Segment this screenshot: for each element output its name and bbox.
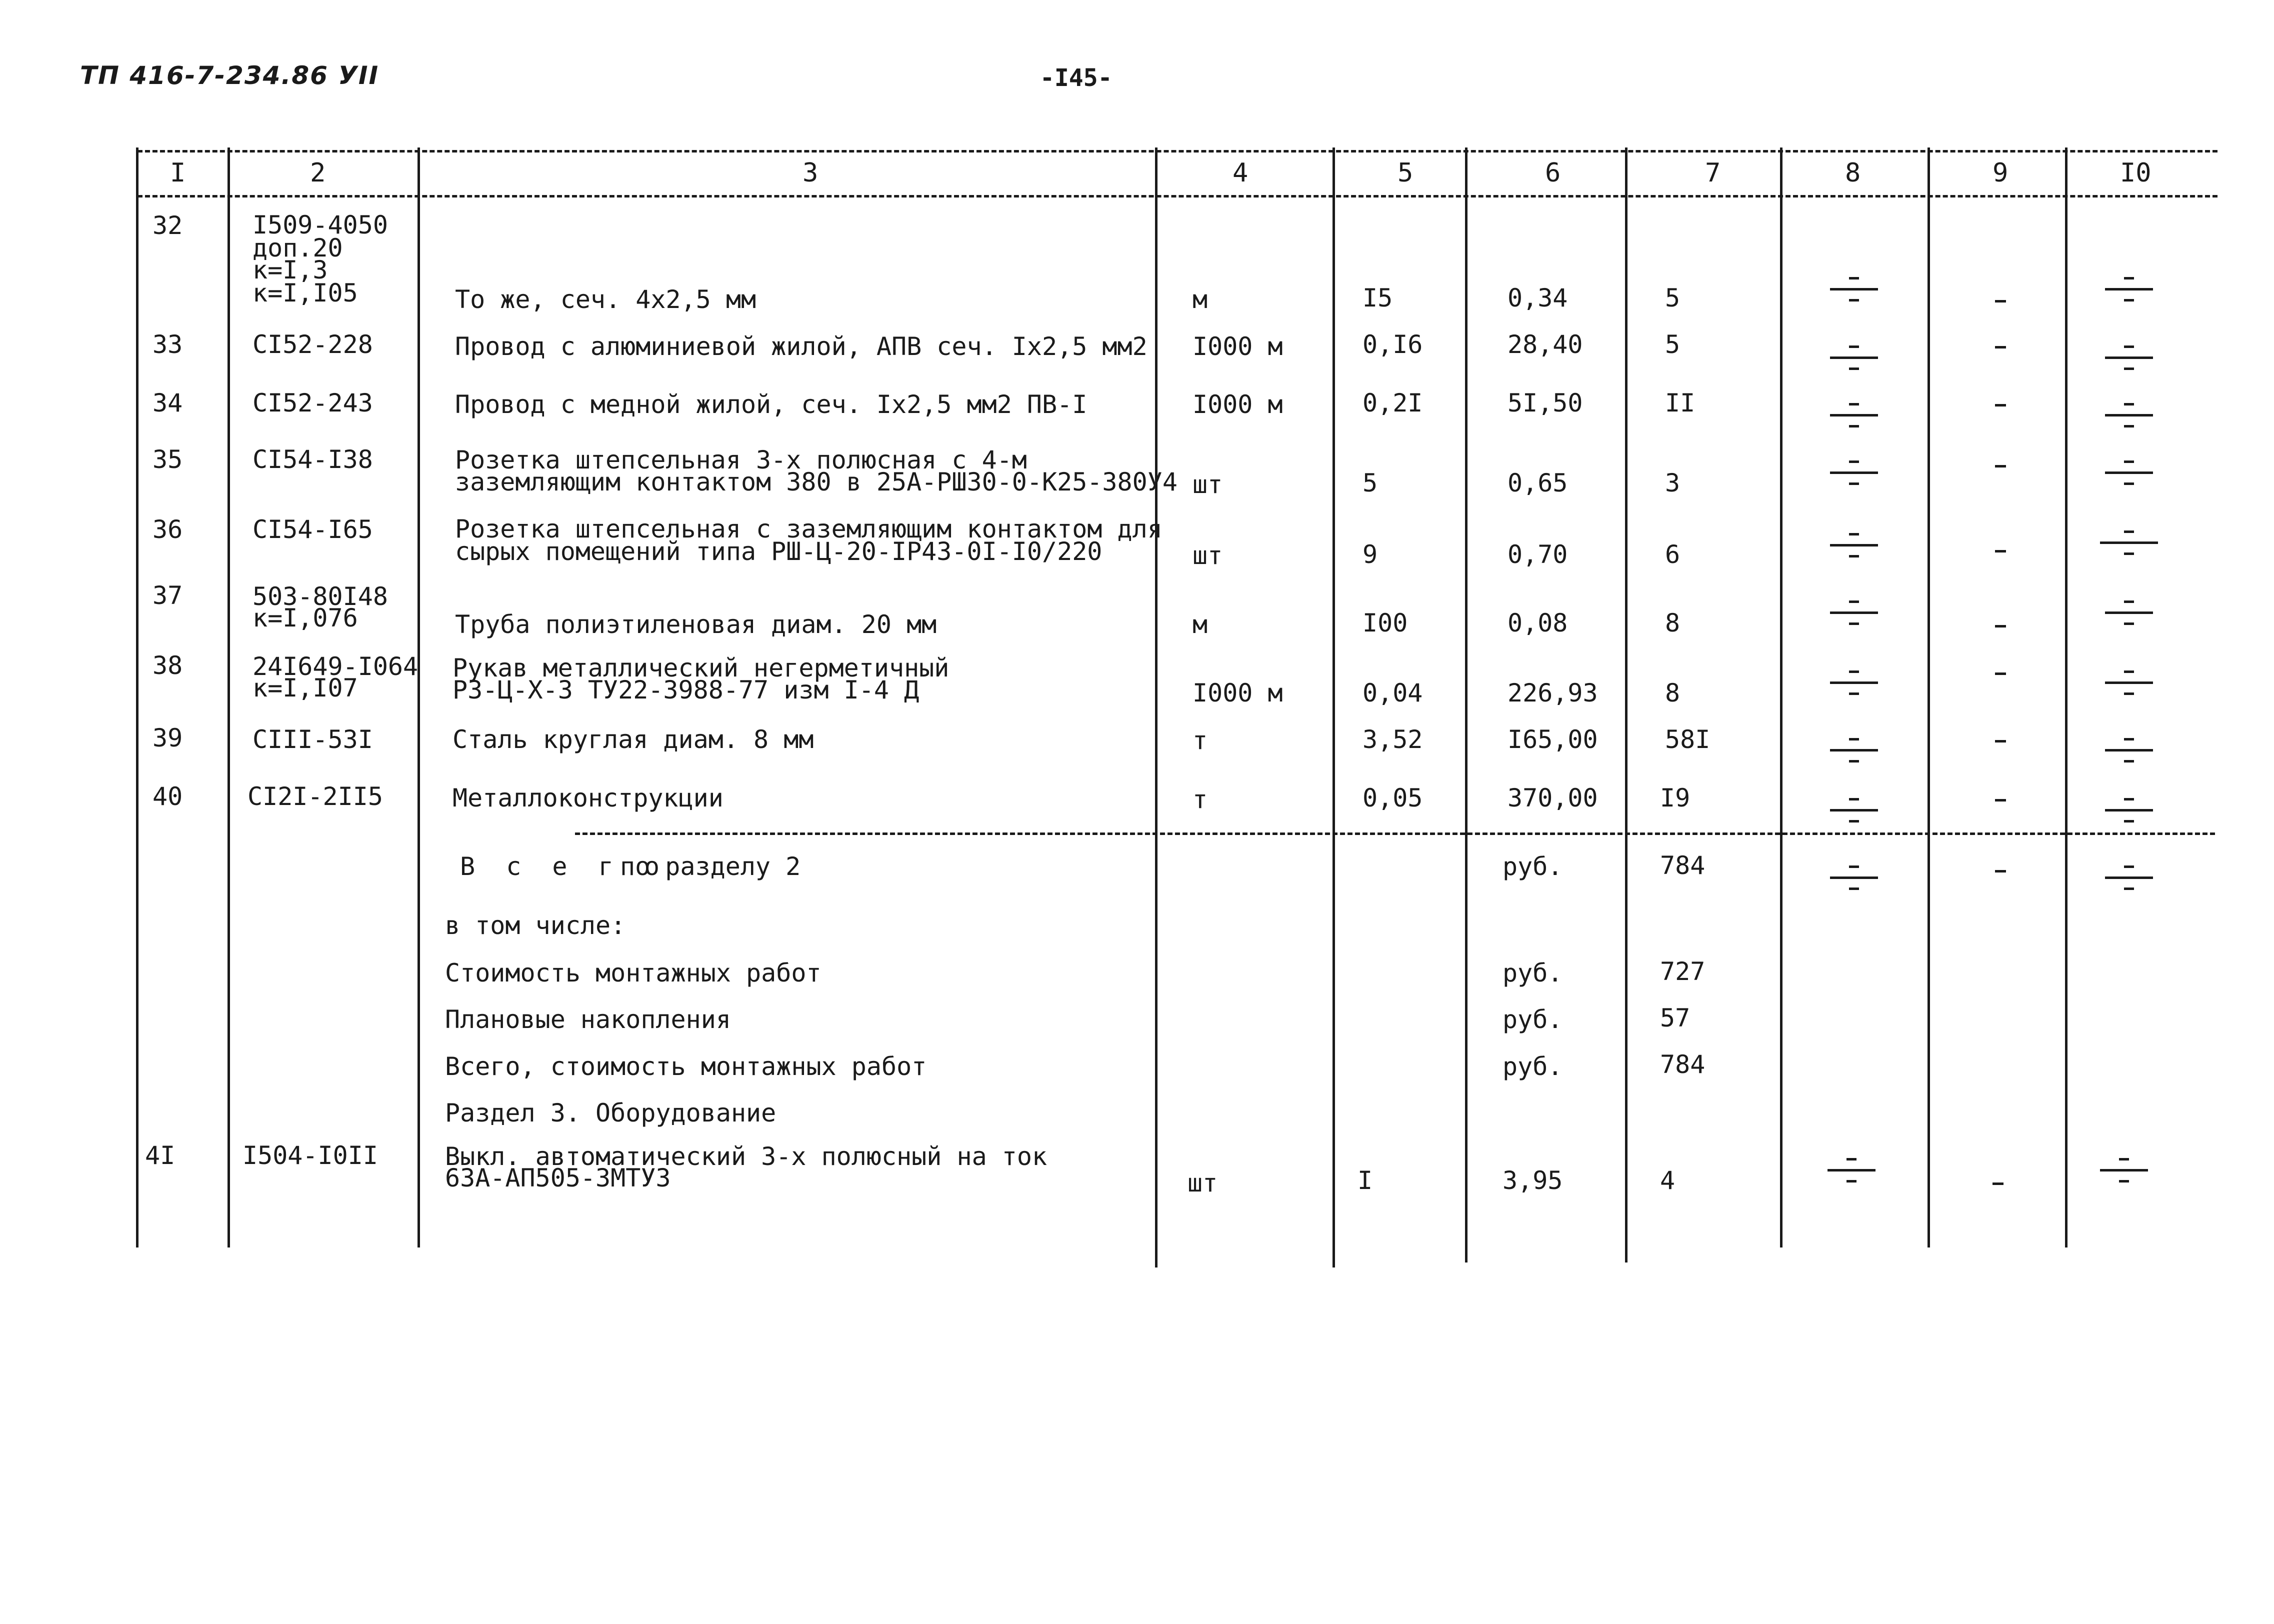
division-sign-icon	[2105, 668, 2153, 698]
unit-price: 3,95	[1502, 1166, 1563, 1195]
column-header: 3	[802, 158, 818, 188]
item-description: Провод с медной жилой, сеч. Iх2,5 мм2 ПВ-I	[455, 390, 1088, 419]
unit-price: 28,40	[1508, 330, 1583, 359]
unit-price: 0,08	[1508, 608, 1568, 638]
division-sign-icon	[2105, 528, 2153, 558]
item-description: Розетка штепсельная с заземляющим контактом для	[455, 514, 1162, 544]
total-cost: 8	[1665, 608, 1680, 638]
unit-price: 226,93	[1508, 678, 1598, 708]
row-number: 37	[152, 581, 183, 610]
price-code: к=I,076	[252, 604, 358, 632]
quantity: I00	[1362, 608, 1408, 638]
unit: шт	[1188, 1168, 1218, 1198]
total-cost: 3	[1665, 468, 1680, 498]
item-description: Выкл. автоматический 3-х полюсный на ток	[445, 1142, 1048, 1171]
unit: м	[1192, 285, 1208, 314]
dash-icon	[1995, 740, 2006, 742]
row-number: 32	[152, 211, 183, 240]
item-description: 63А-АП505-3МТУ3	[445, 1164, 671, 1192]
breakdown-unit: руб.	[1502, 1005, 1563, 1034]
quantity: 9	[1362, 540, 1378, 569]
total-cost: 8	[1665, 678, 1680, 708]
total-label-rest: по разделу 2	[620, 852, 801, 881]
item-description: То же, сеч. 4х2,5 мм	[455, 285, 756, 314]
division-sign-icon	[1830, 668, 1878, 698]
unit: шт	[1192, 470, 1223, 499]
including-label: в том числе:	[445, 911, 626, 940]
dash-icon	[1995, 550, 2006, 552]
division-sign-icon	[2105, 862, 2153, 892]
total-cost: 5	[1665, 330, 1680, 359]
column-header: 6	[1545, 158, 1561, 188]
row-number: 36	[152, 515, 183, 544]
division-sign-icon	[1830, 400, 1878, 430]
division-sign-icon	[1830, 458, 1878, 488]
division-sign-icon	[1830, 862, 1878, 892]
dash-icon	[1995, 672, 2006, 675]
unit: I000 м	[1192, 678, 1283, 708]
quantity: I5	[1362, 284, 1393, 312]
price-code: CI52-228	[252, 330, 373, 359]
unit-price: 0,34	[1508, 284, 1568, 312]
total-cost: 6	[1665, 540, 1680, 569]
price-code: CI52-243	[252, 388, 373, 418]
item-description: сырых помещений типа РШ-Ц-20-IР43-0I-I0/220	[455, 537, 1102, 566]
price-code: CIII-53I	[252, 725, 373, 754]
total-label: В с е г о	[460, 852, 668, 881]
item-description: Труба полиэтиленовая диам. 20 мм	[455, 610, 937, 639]
breakdown-value: 57	[1660, 1004, 1690, 1032]
total-cost: 5	[1665, 284, 1680, 312]
price-code: CI54-I38	[252, 445, 373, 474]
column-header: 7	[1705, 158, 1721, 188]
price-code: к=I,3	[252, 256, 328, 284]
breakdown-label: Всего, стоимость монтажных работ	[445, 1052, 927, 1081]
quantity: 3,52	[1362, 725, 1423, 754]
breakdown-label: Стоимость монтажных работ	[445, 958, 822, 988]
breakdown-label: Плановые накопления	[445, 1005, 731, 1034]
dash-icon	[1995, 625, 2006, 628]
division-sign-icon	[1828, 1155, 1876, 1185]
total-value: 784	[1660, 851, 1706, 880]
price-code: CI54-I65	[252, 515, 373, 544]
division-sign-icon	[2105, 274, 2153, 304]
dash-icon	[1995, 346, 2006, 348]
row-number: 40	[152, 782, 183, 811]
row-number: 4I	[145, 1141, 176, 1170]
price-code: доп.20	[252, 234, 343, 262]
page-number: -I45-	[1040, 64, 1112, 92]
division-sign-icon	[1830, 274, 1878, 304]
division-sign-icon	[1830, 735, 1878, 765]
column-header: I	[170, 158, 186, 188]
dash-icon	[1995, 465, 2006, 468]
division-sign-icon	[2100, 1155, 2148, 1185]
price-code: CI2I-2II5	[248, 782, 383, 811]
dash-icon	[1995, 799, 2006, 802]
item-description: заземляющим контактом 380 в 25А-РШ30-0-К25-380У4	[455, 468, 1178, 496]
section-title: Раздел 3. Оборудование	[445, 1098, 776, 1128]
row-number: 39	[152, 724, 183, 752]
division-sign-icon	[2105, 342, 2153, 372]
division-sign-icon	[1830, 530, 1878, 560]
price-code: 503-80I48	[252, 582, 388, 611]
price-code: I509-4050	[252, 210, 388, 240]
unit: т	[1192, 785, 1208, 814]
unit: м	[1192, 610, 1208, 639]
price-code: к=I,I07	[252, 674, 358, 702]
column-header: 9	[1992, 158, 2008, 188]
dash-icon	[1995, 404, 2006, 406]
row-number: 34	[152, 388, 183, 418]
division-sign-icon	[2105, 598, 2153, 628]
quantity: 5	[1362, 468, 1378, 498]
price-code: к=I,I05	[252, 278, 358, 308]
breakdown-unit: руб.	[1502, 1052, 1563, 1081]
division-sign-icon	[2105, 795, 2153, 825]
dash-icon	[1992, 1182, 2004, 1185]
quantity: 0,04	[1362, 678, 1423, 708]
price-code: I504-I0II	[242, 1141, 378, 1170]
document-code: ТП 416-7-234.86 УII	[80, 61, 380, 90]
column-header: I0	[2120, 158, 2152, 188]
unit: шт	[1192, 541, 1223, 570]
unit-price: 0,70	[1508, 540, 1568, 569]
column-header: 5	[1398, 158, 1414, 188]
column-header: 4	[1232, 158, 1248, 188]
division-sign-icon	[1830, 795, 1878, 825]
quantity: 0,I6	[1362, 330, 1423, 359]
item-description: Рукав металлический негерметичный	[452, 654, 950, 682]
item-description: Розетка штепсельная 3-х полюсная с 4-м	[455, 446, 1027, 474]
total-cost: II	[1665, 388, 1696, 418]
total-unit: руб.	[1502, 852, 1563, 881]
quantity: 0,05	[1362, 784, 1423, 812]
item-description: Сталь круглая диам. 8 мм	[452, 725, 814, 754]
division-sign-icon	[1830, 342, 1878, 372]
unit-price: 0,65	[1508, 468, 1568, 498]
total-cost: I9	[1660, 784, 1690, 812]
item-description: Провод с алюминиевой жилой, АПВ сеч. Iх2,5 мм2	[455, 332, 1148, 361]
unit: т	[1192, 726, 1208, 755]
quantity: 0,2I	[1362, 388, 1423, 418]
breakdown-unit: руб.	[1502, 958, 1563, 988]
division-sign-icon	[2105, 735, 2153, 765]
column-header: 8	[1845, 158, 1861, 188]
row-number: 35	[152, 445, 183, 474]
price-code: 24I649-I064	[252, 652, 418, 681]
unit: I000 м	[1192, 390, 1283, 419]
row-number: 38	[152, 651, 183, 680]
unit: I000 м	[1192, 332, 1283, 361]
quantity: I	[1358, 1166, 1373, 1195]
dash-icon	[1995, 870, 2006, 872]
division-sign-icon	[2105, 400, 2153, 430]
total-cost: 4	[1660, 1166, 1676, 1195]
division-sign-icon	[1830, 598, 1878, 628]
unit-price: 370,00	[1508, 784, 1598, 812]
item-description: Металлоконструкции	[452, 784, 724, 812]
unit-price: 5I,50	[1508, 388, 1583, 418]
column-header: 2	[310, 158, 326, 188]
breakdown-value: 784	[1660, 1050, 1706, 1079]
unit-price: I65,00	[1508, 725, 1598, 754]
breakdown-value: 727	[1660, 957, 1706, 986]
item-description: Р3-Ц-Х-3 ТУ22-3988-77 изм I-4 Д	[452, 676, 920, 704]
division-sign-icon	[2105, 458, 2153, 488]
total-cost: 58I	[1665, 725, 1710, 754]
row-number: 33	[152, 330, 183, 359]
dash-icon	[1995, 300, 2006, 302]
